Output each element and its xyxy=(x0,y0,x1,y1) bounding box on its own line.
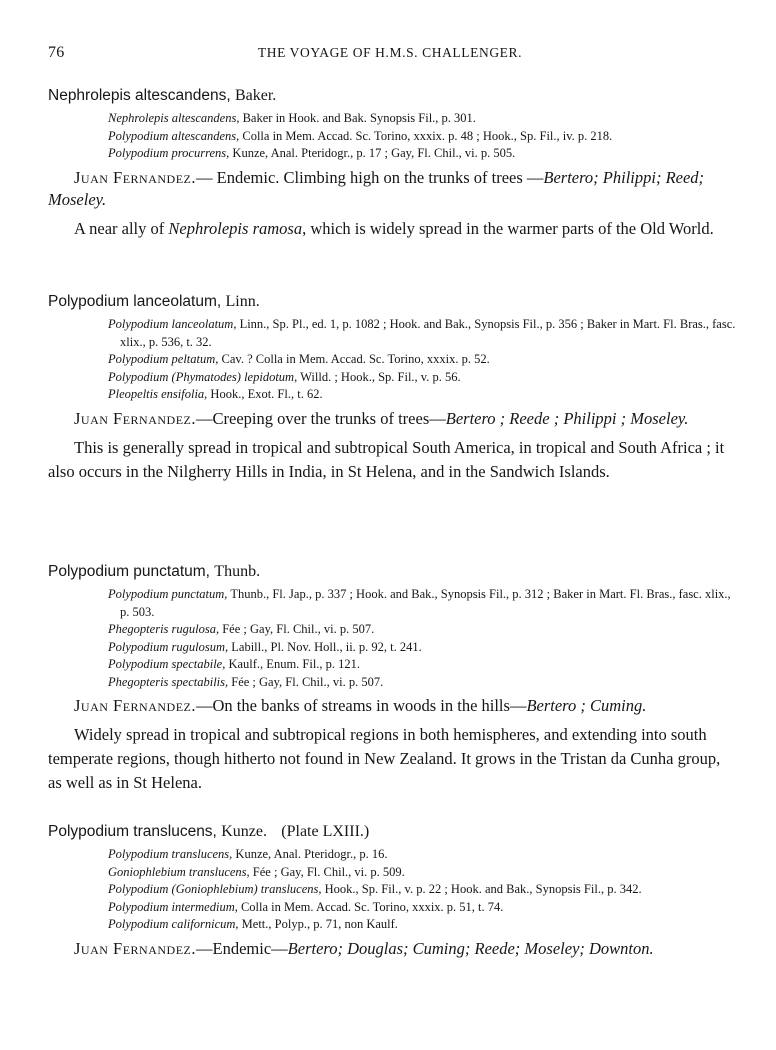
synonym-item xyxy=(108,369,738,387)
synonym-taxon: Polypodium punctatum, xyxy=(108,587,228,601)
distribution-note xyxy=(48,217,738,241)
synonym-taxon: Polypodium intermedium, xyxy=(108,899,238,914)
locality-text: —Endemic— xyxy=(196,938,288,958)
species-name: Polypodium punctatum, xyxy=(48,563,210,580)
synonym-reference: Labill., Pl. Nov. Holl., ii. p. 92, t. 241. xyxy=(231,639,422,654)
synonym-item xyxy=(108,899,738,917)
synonym-reference: Thunb., Fl. Jap., p. 337 ; Hook. and Bak., Synopsis Fil., p. 312 ; Baker in Mart. Fl. Bras., fasc. xlix., p. 503. xyxy=(120,587,731,619)
synonym-list xyxy=(108,316,738,404)
species-entry xyxy=(48,822,738,960)
synonym-reference: Kunze, Anal. Pteridogr., p. 17 ; Gay, Fl. Chil., vi. p. 505. xyxy=(232,146,516,160)
synonym-list xyxy=(108,846,738,934)
synonym-reference: Kunze, Anal. Pteridogr., p. 16. xyxy=(235,847,388,861)
page-number: 76 xyxy=(48,44,65,61)
synonym-item xyxy=(108,864,738,882)
species-author: Thunb. xyxy=(214,563,261,580)
synonym-taxon: Polypodium procurrens, xyxy=(108,146,230,160)
note-text-end: , which is widely spread in the warmer parts of the Old World. xyxy=(302,218,714,238)
synonym-item xyxy=(108,656,738,674)
species-author: Baker. xyxy=(234,87,277,104)
synonym-item xyxy=(108,316,738,351)
plate-reference: (Plate LXIII.) xyxy=(281,823,370,840)
synonym-reference: Fée ; Gay, Fl. Chil., vi. p. 507. xyxy=(231,674,384,689)
species-name: Polypodium translucens, xyxy=(48,823,217,840)
synonym-item xyxy=(108,110,738,128)
synonym-reference: Fée ; Gay, Fl. Chil., vi. p. 507. xyxy=(222,622,375,636)
synonym-item xyxy=(108,916,738,934)
synonym-taxon: Phegopteris spectabilis, xyxy=(108,674,229,689)
synonym-item xyxy=(108,846,738,864)
locality-place: Juan Fernandez. xyxy=(74,938,197,958)
synonym-taxon: Polypodium californicum, xyxy=(108,917,239,931)
synonym-reference: Willd. ; Hook., Sp. Fil., v. p. 56. xyxy=(300,369,461,384)
locality-paragraph xyxy=(48,408,738,430)
species-author: Kunze. xyxy=(221,823,267,840)
synonym-reference: Hook., Sp. Fil., v. p. 22 ; Hook. and Bak., Synopsis Fil., p. 342. xyxy=(324,882,642,896)
synonym-taxon: Polypodium (Goniophlebium) translucens, xyxy=(108,882,322,896)
species-name: Nephrolepis altescandens, xyxy=(48,87,231,104)
synonym-reference: Linn., Sp. Pl., ed. 1, p. 1082 ; Hook. and Bak., Synopsis Fil., p. 356 ; Baker in Mart. Fl. Bras., fasc. xlix., p. 536, t. 32. xyxy=(120,317,736,349)
synonym-taxon: Polypodium translucens, xyxy=(108,847,233,861)
species-heading xyxy=(48,562,738,582)
locality-text: — Endemic. Climbing high on the trunks of trees — xyxy=(196,167,544,187)
locality-text: —Creeping over the trunks of trees— xyxy=(196,408,446,428)
note-text: This is generally spread in tropical and subtropical South America, in tropical and South Africa ; it also occurs in the Nilgherry Hills in India, in St Helena, and in the Sandwich Islands. xyxy=(48,437,725,481)
synonym-taxon: Polypodium altescandens, xyxy=(108,128,240,143)
note-text: Widely spread in tropical and subtropical regions in both hemispheres, and extending into south temperate regions, though hitherto not found in New Zealand. It grows in the Tristan da Cunha group, as well as in St Helena. xyxy=(48,725,721,792)
synonym-taxon: Polypodium peltatum, xyxy=(108,352,219,366)
collectors: Bertero ; Reede ; Philippi ; Moseley. xyxy=(445,408,689,428)
note-text: A near ally of xyxy=(74,218,169,238)
synonym-list xyxy=(108,110,738,163)
synonym-item xyxy=(108,128,738,146)
synonym-taxon: Polypodium (Phymatodes) lepidotum, xyxy=(108,369,298,384)
synonym-reference: Colla in Mem. Accad. Sc. Torino, xxxix. p. 48 ; Hook., Sp. Fil., iv. p. 218. xyxy=(242,128,613,143)
synonym-item xyxy=(108,621,738,639)
synonym-reference: Cav. ? Colla in Mem. Accad. Sc. Torino, xxxix. p. 52. xyxy=(221,352,490,366)
locality-text: —On the banks of streams in woods in the hills— xyxy=(196,696,527,715)
synonym-reference: Mett., Polyp., p. 71, non Kaulf. xyxy=(241,917,398,931)
synonym-reference: Colla in Mem. Accad. Sc. Torino, xxxix. p. 51, t. 74. xyxy=(240,899,504,914)
synonym-taxon: Phegopteris rugulosa, xyxy=(108,622,220,636)
collectors: Bertero; Philippi; Reed; Moseley. xyxy=(48,167,705,209)
note-italic: Nephrolepis ramosa xyxy=(168,218,303,238)
synonym-item xyxy=(108,674,738,692)
synonym-list xyxy=(108,586,738,691)
distribution-note xyxy=(48,723,738,795)
synonym-item xyxy=(108,386,738,404)
collectors: Bertero ; Cuming. xyxy=(526,696,647,715)
synonym-item xyxy=(108,881,738,899)
synonym-reference: Kaulf., Enum. Fil., p. 121. xyxy=(228,657,361,671)
locality-paragraph xyxy=(48,167,738,211)
species-heading xyxy=(48,292,738,312)
synonym-item xyxy=(108,639,738,657)
species-entry xyxy=(48,562,738,795)
distribution-note xyxy=(48,436,738,484)
synonym-taxon: Pleopeltis ensifolia, xyxy=(108,387,208,401)
synonym-taxon: Polypodium rugulosum, xyxy=(108,639,229,654)
locality-place: Juan Fernandez. xyxy=(74,167,197,187)
species-entry xyxy=(48,86,738,241)
locality-place: Juan Fernandez. xyxy=(74,408,197,428)
synonym-item xyxy=(108,586,738,621)
locality-paragraph xyxy=(48,695,738,717)
locality-paragraph xyxy=(48,938,738,960)
species-entry xyxy=(48,292,738,484)
synonym-taxon: Goniophlebium translucens, xyxy=(108,864,250,879)
species-name: Polypodium lanceolatum, xyxy=(48,293,222,310)
running-title: THE VOYAGE OF H.M.S. CHALLENGER. xyxy=(257,45,523,60)
species-heading xyxy=(48,822,738,842)
synonym-reference: Hook., Exot. Fl., t. 62. xyxy=(210,387,323,401)
synonym-taxon: Nephrolepis altescandens, xyxy=(108,111,240,125)
synonym-item xyxy=(108,145,738,163)
synonym-taxon: Polypodium lanceolatum, xyxy=(108,317,237,331)
collectors: Bertero; Douglas; Cuming; Reede; Moseley; Downton. xyxy=(287,938,654,958)
synonym-taxon: Polypodium spectabile, xyxy=(108,657,226,671)
synonym-item xyxy=(108,351,738,369)
species-author: Linn. xyxy=(225,293,260,310)
page-header xyxy=(48,44,732,64)
locality-place: Juan Fernandez. xyxy=(74,696,197,715)
synonym-reference: Fée ; Gay, Fl. Chil., vi. p. 509. xyxy=(252,864,405,879)
species-heading xyxy=(48,86,738,106)
synonym-reference: Baker in Hook. and Bak. Synopsis Fil., p. 301. xyxy=(242,111,476,125)
